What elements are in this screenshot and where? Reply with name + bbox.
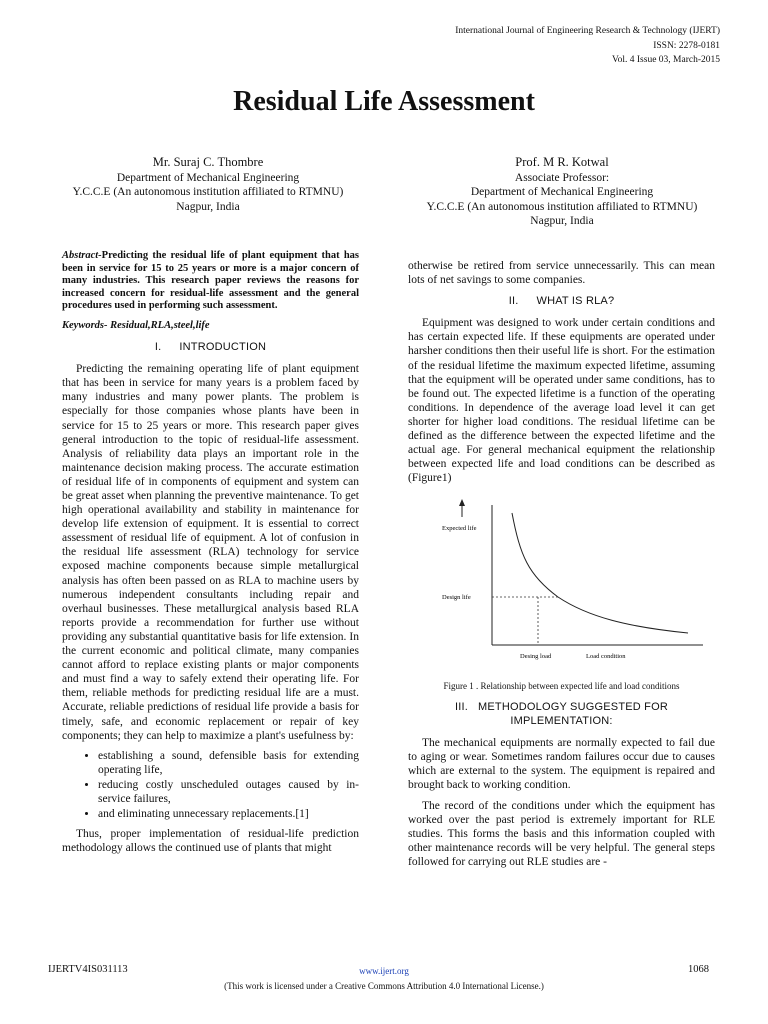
section-1-heading <box>62 340 359 354</box>
keywords: Keywords- Residual,RLA,steel,life <box>62 319 210 331</box>
section-2-heading <box>408 294 715 308</box>
journal-name: International Journal of Engineering Research & Technology (IJERT) <box>455 26 720 36</box>
section-2-number: II. <box>508 295 519 308</box>
section-3-title: METHODOLOGY SUGGESTED FOR IMPLEMENTATION: <box>478 700 669 727</box>
author-1 <box>48 155 368 214</box>
author-2-name: Prof. M R. Kotwal <box>515 155 609 169</box>
volume: Vol. 4 Issue 03, March-2015 <box>611 55 720 65</box>
author-1-inst: Y.C.C.E (An autonomous institution affiliated to RTMNU) <box>72 186 344 198</box>
y-axis-arrowhead <box>459 499 465 506</box>
author-1-name: Mr. Suraj C. Thombre <box>152 155 264 169</box>
journal-header <box>455 24 720 68</box>
figure-caption: Figure 1 . Relationship between expected life and load conditions <box>443 681 680 692</box>
section-2-title: WHAT IS RLA? <box>536 295 615 308</box>
author-2-dept: Department of Mechanical Engineering <box>470 186 654 198</box>
author-1-dept: Department of Mechanical Engineering <box>116 171 300 184</box>
author-2 <box>398 155 726 229</box>
intro-closing-paragraph: Thus, proper implementation of residual-life prediction methodology allows the continued use of plants that might <box>62 828 359 855</box>
list-item: • establishing a sound, defensible basis for extending operating life, <box>98 749 359 777</box>
rla-paragraph: Equipment was designed to work under certain conditions and has certain expected life. If these equipments are operated under harsher conditions then their useful life is short. For the estimation of the residual lifetime the maximum expected lifetime, assuming that the equipment will be operated under same conditions, has to be found out. The expected lifetime is a function of the operating conditions. In dependence of the average load level it can get shorter for higher load conditions. The residual lifetime can be defined as the difference between the expected lifetime and the actual age. For general mechanical equipment the relationship between expected life and load conditions can be described as (Figure1) <box>408 317 715 485</box>
intro-paragraph: Predicting the remaining operating life of plant equipment that has been in service for many years is a problem faced by many industries and many power plants. The problem is especially for those companies whose plants have been in service for 15 to 25 years or more. This research paper gives general introduction to the topic of residual-life assessment. Analysis of reliability data plays an important role in the maintenance decision making process. The accurate estimation of residual life of in components of equipment and system can be great asset when planning the preventive maintenance. To get high operational availability and stability in maintenance for develop life extension of equipment. It is essential to correct assessment of residual life of equipment. A lot of confusion in the residual life assessment (RLA) technology for service exposed machine components because simple metallurgical analysis has often been passed on as RLA to machine users by numerous independent consultants including repair and overhaul businesses. These metallurgical analysis based RLA reports provide a recommendation for further use without providing any substantial quantitative basis for life extension. In the current economic and political climate, many companies cannot afford to replace existing plants or major components and must find a way to safely extend their operating life. For them, reliable methods for predicting residual life are a must. Accurate, reliable predictions of residual life provide a basis for timely, safe, and economic replacement or repair of key components; they can help to maximize a plant's usefulness by: <box>62 363 359 742</box>
expected-life-label: Expected life <box>442 525 477 533</box>
continued-paragraph: otherwise be retired from service unnecessarily. This can mean lots of net savings to some companies. <box>408 260 715 287</box>
benefits-list <box>62 749 359 821</box>
license-notice: (This work is licensed under a Creative Commons Attribution 4.0 International License.) <box>224 981 544 991</box>
life-load-curve <box>512 513 688 633</box>
methodology-paragraph-1: The mechanical equipments are normally expected to fail due to aging or wear. Sometimes random failures occur due to causes which are external to the system. The equipment is repaired and brought back to working condition. <box>408 736 715 791</box>
author-2-city: Nagpur, India <box>530 215 594 227</box>
list-item: • reducing costly unscheduled outages caused by in-service failures, <box>98 778 359 806</box>
design-load-label: Desing load <box>520 653 552 661</box>
page-number: 1068 <box>688 964 709 975</box>
abstract-text: Predicting the residual life of plant equipment that has been in service for 15 to 25 years or more is a major concern of many industries. This research paper reviews the reasons for increased concern for residual-life assessment and the general procedures used in performing such assessment. <box>62 250 359 312</box>
section-1-number: I. <box>154 341 162 354</box>
abstract-label: Abstract- <box>62 250 102 261</box>
right-column <box>408 259 715 870</box>
abstract <box>62 250 359 313</box>
design-life-label: Design life <box>442 594 471 602</box>
author-2-role: Associate Professor: <box>514 171 610 184</box>
figure-1 <box>408 495 715 673</box>
section-3-heading <box>408 700 715 728</box>
author-2-inst: Y.C.C.E (An autonomous institution affiliated to RTMNU) <box>426 200 698 213</box>
paper-title: Residual Life Assessment <box>233 86 535 117</box>
paper-id: IJERTV4IS031113 <box>48 964 128 975</box>
methodology-paragraph-2: The record of the conditions under which the equipment has worked over the past period is extremely important for RLE studies. This forms the basis and this information coupled with other maintenance records will be very helpful. The general steps followed for carrying out RLE studies are - <box>408 800 715 869</box>
author-1-city: Nagpur, India <box>176 200 240 213</box>
journal-url-link[interactable]: www.ijert.org <box>359 966 409 976</box>
x-axis-label: Load condition <box>586 653 626 661</box>
section-1-title: INTRODUCTION <box>179 341 267 354</box>
list-item: • and eliminating unnecessary replacements.[1] <box>98 807 359 821</box>
life-load-chart <box>408 495 715 673</box>
issn: ISSN: 2278-0181 <box>653 40 720 51</box>
section-3-number: III. <box>454 700 469 713</box>
left-column <box>62 250 359 855</box>
